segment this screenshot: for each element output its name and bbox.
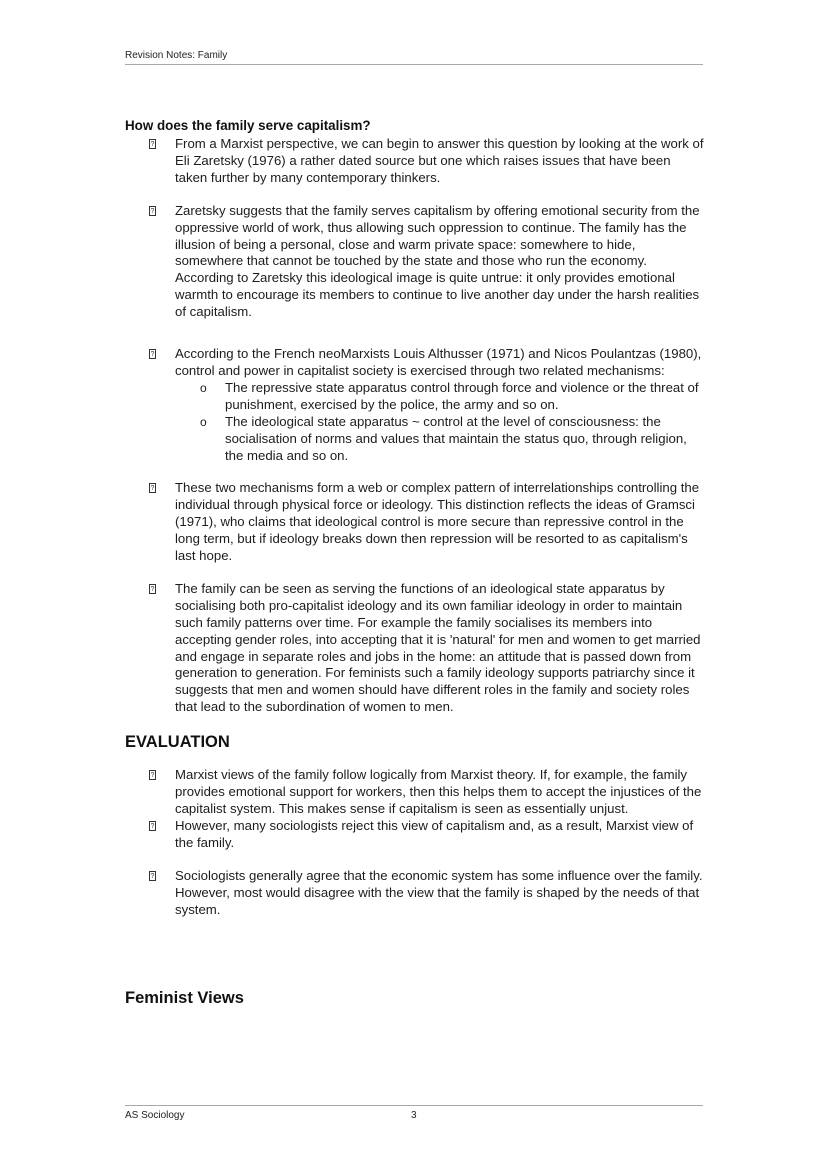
bullet-text: The family can be seen as serving the functions of an ideological state apparatus by socialising both pro-capitalist ideology and its own familiar ideology in order to maintain such family patterns over time. For example the family socialises its members into accepting gender roles, into accepting that it is 'natural' for men and women to get married and engage in separate roles and jobs in the home: an attitude that is passed down from generation to generation. For feminists such a family ideology supports patriarchy since it suggests that men and women should have different roles in the family and society roles that lead to the subordination of women to men. <box>175 580 701 715</box>
page-header <box>125 50 703 65</box>
list-item <box>125 203 705 321</box>
missing-glyph-bullet-icon: ? <box>150 351 155 359</box>
page-number: 3 <box>411 1110 417 1121</box>
footer-course-name: AS Sociology <box>125 1110 185 1121</box>
bullet-text: However, many sociologists reject this view of capitalism and, as a result, Marxist view of the family. <box>175 817 694 850</box>
list-item <box>125 136 705 187</box>
bullet-text: Sociologists generally agree that the economic system has some influence over the family. However, most would disagree with the view that the family is shaped by the needs of that system. <box>175 867 703 917</box>
marxism-bullet-list <box>125 136 705 716</box>
header-title: Revision Notes: Family <box>125 50 228 61</box>
page-content <box>125 117 705 1008</box>
section-heading-feminist-views: Feminist Views <box>125 989 244 1008</box>
sub-list-item <box>175 414 705 465</box>
list-item <box>125 581 705 716</box>
list-item <box>125 868 705 919</box>
bullet-text: Marxist views of the family follow logically from Marxist theory. If, for example, the family provides emotional support for workers, then this helps them to accept the injustices of the capitalist system. This makes sense if capitalism is seen as essentially unjust. <box>175 767 702 816</box>
bullet-text: These two mechanisms form a web or complex pattern of interrelationships controlling the individual through physical force or ideology. This distinction reflects the ideas of Gramsci (1971), who claims that ideological control is more secure than repressive control in the long term, but if ideology breaks down then repression will be resorted to as capitalism's last hope. <box>175 480 700 564</box>
missing-glyph-bullet-icon: ? <box>150 585 155 593</box>
missing-glyph-bullet-icon: ? <box>150 485 155 493</box>
missing-glyph-bullet-icon: ? <box>150 772 155 780</box>
missing-glyph-bullet-icon: ? <box>150 207 155 215</box>
evaluation-bullet-list <box>125 767 705 918</box>
sub-bullet-text: The repressive state apparatus control through force and violence or the threat of punishment, exercised by the police, the army and so on. <box>225 379 699 412</box>
bullet-text: According to the French neoMarxists Louis Althusser (1971) and Nicos Poulantzas (1980), control and power in capitalist society is exercised through two related mechanisms: <box>175 346 702 378</box>
hollow-circle-bullet-icon: o <box>200 414 207 429</box>
hollow-circle-bullet-icon: o <box>200 380 207 395</box>
list-item <box>125 480 705 565</box>
list-item <box>125 346 705 464</box>
sub-bullet-text: The ideological state apparatus ~ control at the level of consciousness: the socialisation of norms and values that maintain the status quo, through religion, the media and so on. <box>225 413 687 463</box>
missing-glyph-bullet-icon: ? <box>150 822 155 830</box>
missing-glyph-bullet-icon: ? <box>150 141 155 148</box>
state-apparatus-sub-list <box>175 380 705 465</box>
sub-list-item <box>175 380 705 414</box>
bullet-text: Zaretsky suggests that the family serves capitalism by offering emotional security from the oppressive world of work, thus allowing such oppression to continue. The family has the illusion of being a personal, close and warm private space: somewhere to hide, somewhere that cannot be touched by the state and those who run the economy. According to Zaretsky this ideological image is quite untrue: it only provides emotional warmth to encourage its members to continue to live another day under the harsh realities of capitalism. <box>175 202 700 320</box>
section-heading-capitalism: How does the family serve capitalism? <box>125 118 371 133</box>
list-item <box>125 818 705 852</box>
missing-glyph-bullet-icon: ? <box>150 872 155 880</box>
section-heading-evaluation: EVALUATION <box>125 733 230 752</box>
bullet-text: From a Marxist perspective, we can begin to answer this question by looking at the work of Eli Zaretsky (1976) a rather dated source but one which raises issues that have been taken further by many contemporary thinkers. <box>175 136 704 185</box>
list-item <box>125 767 705 818</box>
page-footer <box>125 1105 703 1124</box>
